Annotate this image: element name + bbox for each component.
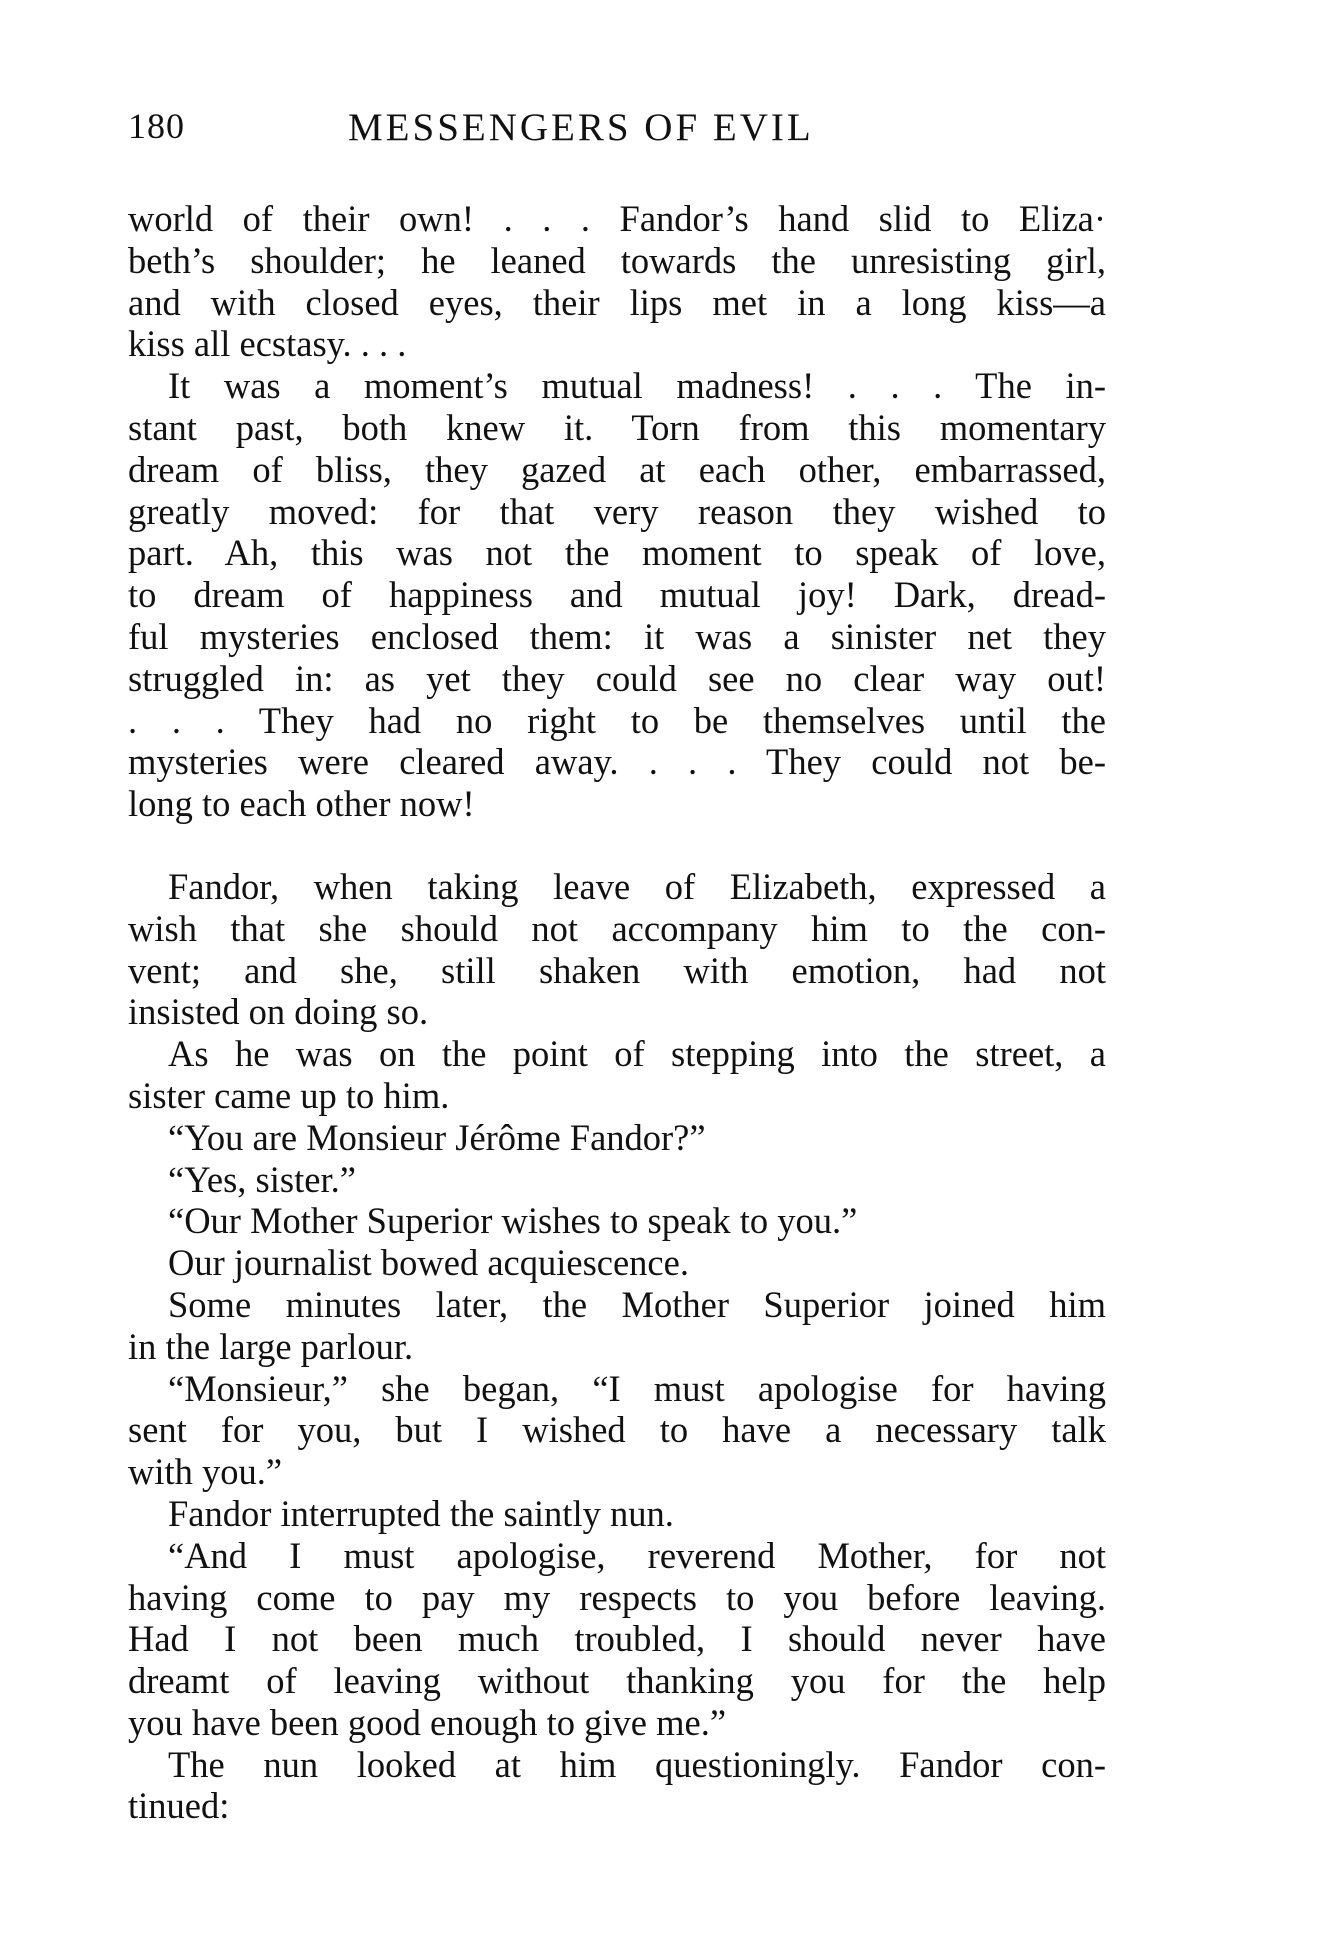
text-line: wish that she should not accompany him to the con- bbox=[128, 907, 1106, 949]
section-break bbox=[128, 825, 1106, 866]
text-line: As he was on the point of stepping into the street, a bbox=[168, 1033, 1106, 1075]
text-line: having come to pay my respects to you before leaving. bbox=[128, 1576, 1106, 1618]
text-line: It was a moment’s mutual madness! . . . The in- bbox=[168, 365, 1106, 407]
text-line: vent; and she, still shaken with emotion, had not bbox=[128, 949, 1106, 991]
text-line: “Yes, sister.” bbox=[168, 1158, 356, 1200]
page-header bbox=[128, 105, 1106, 155]
text-line: “And I must apologise, reverend Mother, for not bbox=[168, 1534, 1106, 1576]
text-line: Fandor interrupted the saintly nun. bbox=[168, 1492, 674, 1534]
text-line: Had I not been much troubled, I should never have bbox=[128, 1618, 1106, 1660]
text-line: dreamt of leaving without thanking you for the help bbox=[128, 1660, 1106, 1702]
text-line: mysteries were cleared away. . . . They could not be- bbox=[128, 741, 1106, 783]
text-line: part. Ah, this was not the moment to speak of love, bbox=[128, 532, 1106, 574]
text-line: sent for you, but I wished to have a necessary talk bbox=[128, 1409, 1106, 1451]
text-line: “You are Monsieur Jérôme Fandor?” bbox=[168, 1116, 706, 1158]
text-line: world of their own! . . . Fandor’s hand slid to Eliza· bbox=[128, 198, 1106, 239]
text-line: ful mysteries enclosed them: it was a sinister net they bbox=[128, 615, 1106, 657]
text-line: to dream of happiness and mutual joy! Dark, dread- bbox=[128, 574, 1106, 616]
text-line: Some minutes later, the Mother Superior joined him bbox=[168, 1283, 1106, 1325]
page-number: 180 bbox=[128, 106, 185, 146]
text-line: “Monsieur,” she began, “I must apologise for having bbox=[168, 1367, 1106, 1409]
text-line: sister came up to him. bbox=[128, 1074, 450, 1116]
running-title: MESSENGERS OF EVIL bbox=[348, 106, 814, 149]
text-line: stant past, both knew it. Torn from this momentary bbox=[128, 406, 1106, 448]
text-line: . . . They had no right to be themselves until the bbox=[128, 699, 1106, 741]
text-line: long to each other now! bbox=[128, 783, 475, 825]
text-line: struggled in: as yet they could see no clear way out! bbox=[128, 657, 1106, 699]
text-line: Fandor, when taking leave of Elizabeth, expressed a bbox=[168, 865, 1106, 907]
text-line: and with closed eyes, their lips met in a long kiss—a bbox=[128, 281, 1106, 323]
text-line: beth’s shoulder; he leaned towards the unresisting girl, bbox=[128, 239, 1106, 281]
text-line: insisted on doing so. bbox=[128, 991, 429, 1033]
text-line: with you.” bbox=[128, 1451, 283, 1493]
body-text bbox=[128, 198, 1106, 1827]
text-line: you have been good enough to give me.” bbox=[128, 1701, 727, 1743]
text-line: kiss all ecstasy. . . . bbox=[128, 323, 407, 365]
text-line: greatly moved: for that very reason they wished to bbox=[128, 490, 1106, 532]
text-line: “Our Mother Superior wishes to speak to you.” bbox=[168, 1200, 858, 1242]
text-line: tinued: bbox=[128, 1785, 230, 1827]
text-line: Our journalist bowed acquiescence. bbox=[168, 1242, 689, 1284]
text-line: dream of bliss, they gazed at each other, embarrassed, bbox=[128, 448, 1106, 490]
text-line: in the large parlour. bbox=[128, 1325, 414, 1367]
text-line: The nun looked at him questioningly. Fandor con- bbox=[168, 1743, 1106, 1785]
